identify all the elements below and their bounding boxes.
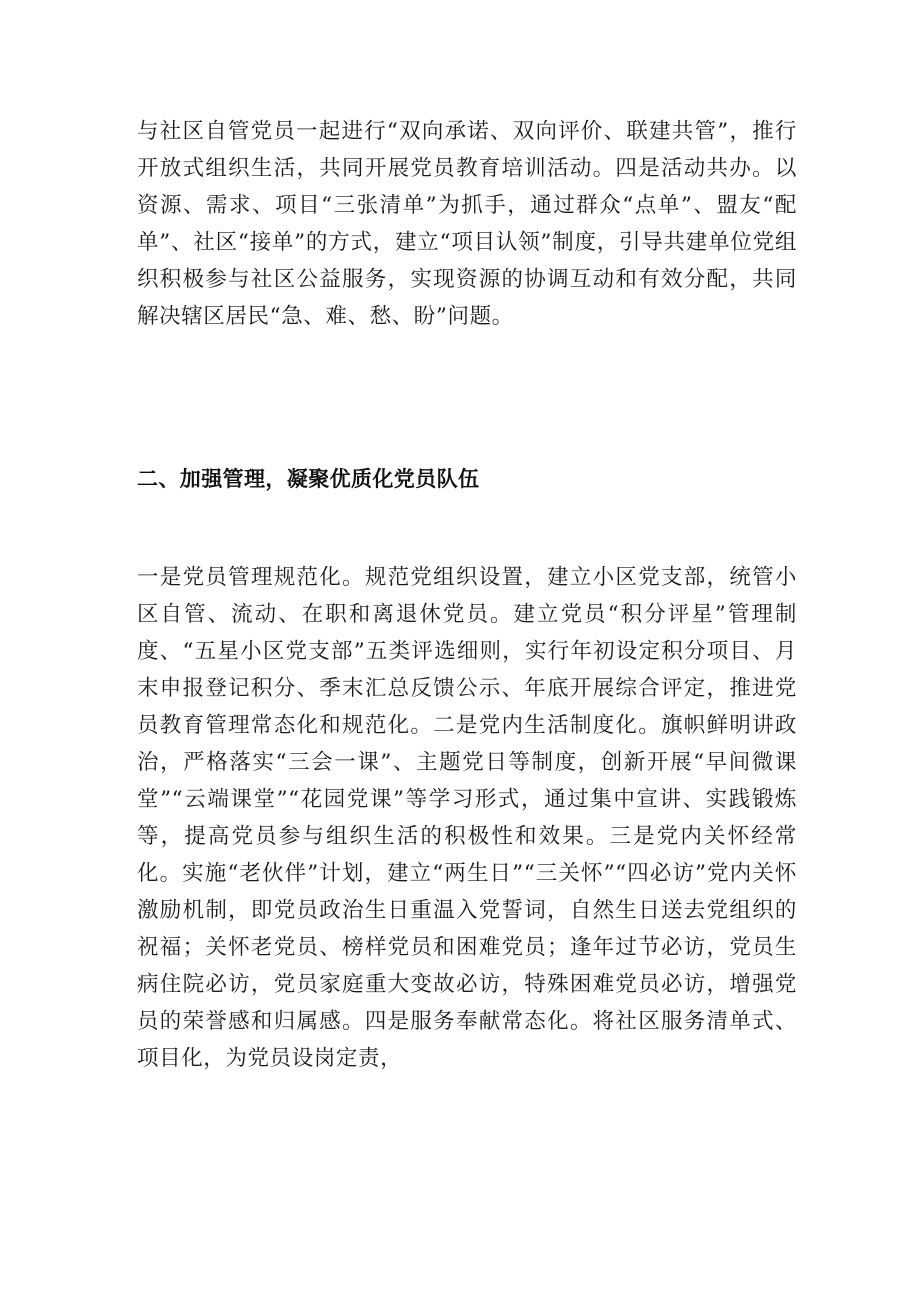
body-paragraph-2: 一是党员管理规范化。规范党组织设置，建立小区党支部，统管小区自管、流动、在职和离退休党员。建立党员“积分评星”管理制度、“五星小区党支部”五类评选细则，实行年初设定积分项目、月末申报登记积分、季末汇总反馈公示、年底开展综合评定，推进党员教育管理常态化和规范化。二是党内生活制度化。旗帜鲜明讲政治，严格落实“三会一课”、主题党日等制度，创新开展“早间微课堂”“云端课堂”“花园党课”等学习形式，通过集中宣讲、实践锻炼等，提高党员参与组织生活的积极性和效果。三是党内关怀经常化。实施“老伙伴”计划，建立“两生日”“三关怀”“四必访”党内关怀激励机制，即党员政治生日重温入党誓词，自然生日送去党组织的祝福；关怀老党员、榜样党员和困难党员；逢年过节必访，党员生病住院必访，党员家庭重大变故必访，特殊困难党员必访，增强党员的荣誉感和归属感。四是服务奉献常态化。将社区服务清单式、项目化，为党员设岗定责， <box>137 565 797 1071</box>
section-heading: 二、加强管理，凝聚优质化党员队伍 <box>137 467 480 491</box>
body-paragraph-1: 与社区自管党员一起进行“双向承诺、双向评价、联建共管”，推行开放式组织生活，共同开展党员教育培训活动。四是活动共办。以资源、需求、项目“三张清单”为抓手，通过群众“点单”、盟友“配单”、社区“接单”的方式，建立“项目认领”制度，引导共建单位党组织积极参与社区公益服务，实现资源的协调互动和有效分配，共同解决辖区居民“急、难、愁、盼”问题。 <box>137 119 797 329</box>
